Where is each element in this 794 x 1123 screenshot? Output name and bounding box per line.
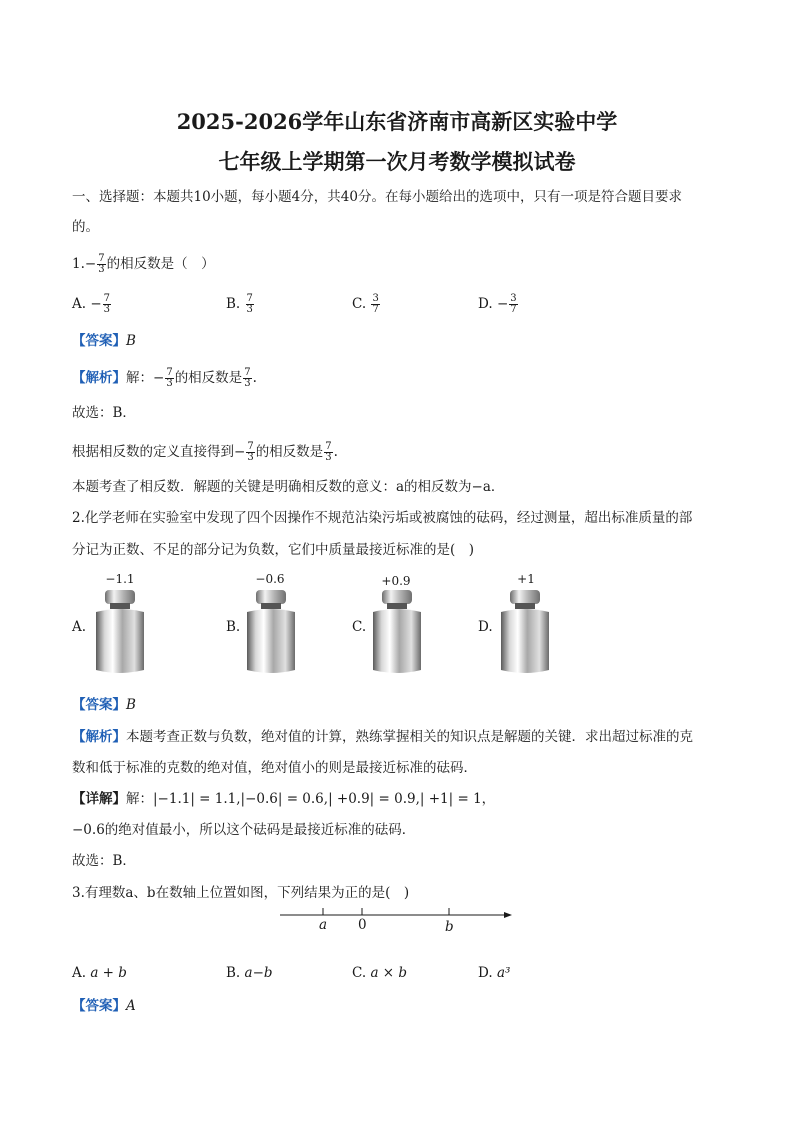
- q3-option-a: A. a + b: [72, 965, 127, 981]
- q2-option-a-label: A.: [72, 619, 87, 635]
- weight-a-icon: [92, 588, 148, 676]
- q1-option-a: A. − $\frac{7}{3}$: [72, 293, 111, 315]
- q2-option-b-label: B.: [226, 619, 241, 635]
- q2-analysis-line-1: 【解析】本题考查正数与负数，绝对值的计算，熟练掌握相关的知识点是解题的关键．求出超过标准的克: [72, 729, 693, 745]
- number-line-label-a: a: [319, 917, 328, 933]
- number-line-label-zero: 0: [358, 917, 367, 933]
- q1-stem-text: 的相反数是（ ）: [106, 256, 215, 272]
- q2-analysis-line-2: 数和低于标准的克数的绝对值，绝对值小的则是最接近标准的砝码．: [72, 760, 477, 776]
- q1-analysis: 【解析】解：− $\frac{7}{3}$ 的相反数是 $\frac{7}{3}$ .: [72, 367, 257, 389]
- q1-option-d: D. − $\frac{3}{7}$: [478, 293, 517, 315]
- q1-stem: [72, 254, 215, 275]
- q1-number: 1.: [72, 256, 85, 272]
- title-line-1: 2025-2026学年山东省济南市高新区实验中学: [176, 109, 618, 134]
- q2-weight-c-value: +0.9: [381, 574, 411, 588]
- q1-option-c: C. $\frac{3}{7}$: [352, 293, 379, 315]
- q2-detail-line-2: −0.6的绝对值最小，所以这个砝码是最接近标准的砝码．: [72, 822, 416, 838]
- q1-sign: −: [84, 256, 97, 272]
- weight-d-icon: [497, 588, 553, 676]
- q3-answer: 【答案】A: [72, 998, 136, 1014]
- q3-stem: 3.有理数a、b在数轴上位置如图，下列结果为正的是( ): [72, 885, 410, 901]
- q2-weight-a-value: −1.1: [105, 572, 135, 586]
- q2-detail-line-1: 【详解】解：|−1.1| = 1.1,|−0.6| = 0.6,| +0.9| = 0.9,| +1| = 1，: [72, 791, 496, 807]
- q1-choose: 故选：B．: [72, 405, 136, 421]
- q2-stem-line-2: 分记为正数、不足的部分记为负数，它们中质量最接近标准的是( ): [72, 542, 475, 558]
- q2-stem-line-1: 2.化学老师在实验室中发现了四个因操作不规范沾染污垢或被腐蚀的砝码，经过测量，超出标准质量的部: [72, 510, 693, 526]
- number-line: [278, 905, 518, 935]
- q1-note-1: 根据相反数的定义直接得到− $\frac{7}{3}$ 的相反数是 $\frac{7}{3}$ .: [72, 441, 338, 463]
- q1-option-b: B. $\frac{7}{3}$: [226, 293, 253, 315]
- q1-fraction: $\frac{7}{3}$: [98, 253, 105, 275]
- weight-b-icon: [243, 588, 299, 676]
- q2-weight-b-value: −0.6: [255, 572, 285, 586]
- q2-answer: 【答案】B: [72, 697, 136, 713]
- section-heading-line-1: 一、选择题：本题共10小题，每小题4分，共40分。在每小题给出的选项中，只有一项是符合题目要求: [72, 189, 682, 205]
- q2-option-c-label: C.: [352, 619, 367, 635]
- section-heading-line-2: 的。: [72, 219, 99, 235]
- title-line-2: 七年级上学期第一次月考数学模拟试卷: [218, 149, 576, 174]
- q2-option-d-label: D.: [478, 619, 493, 635]
- weight-c-icon: [369, 588, 425, 676]
- q1-note-2: 本题考查了相反数．解题的关键是明确相反数的意义：a的相反数为−a．: [72, 479, 505, 495]
- q3-option-b: B. a−b: [226, 965, 273, 981]
- number-line-label-b: b: [445, 919, 454, 935]
- q2-weight-d-value: +1: [517, 572, 535, 586]
- q3-option-d: D. a³: [478, 965, 511, 981]
- q1-answer: 【答案】B: [72, 333, 136, 349]
- q3-option-c: C. a × b: [352, 965, 408, 981]
- q2-choose: 故选：B．: [72, 853, 136, 869]
